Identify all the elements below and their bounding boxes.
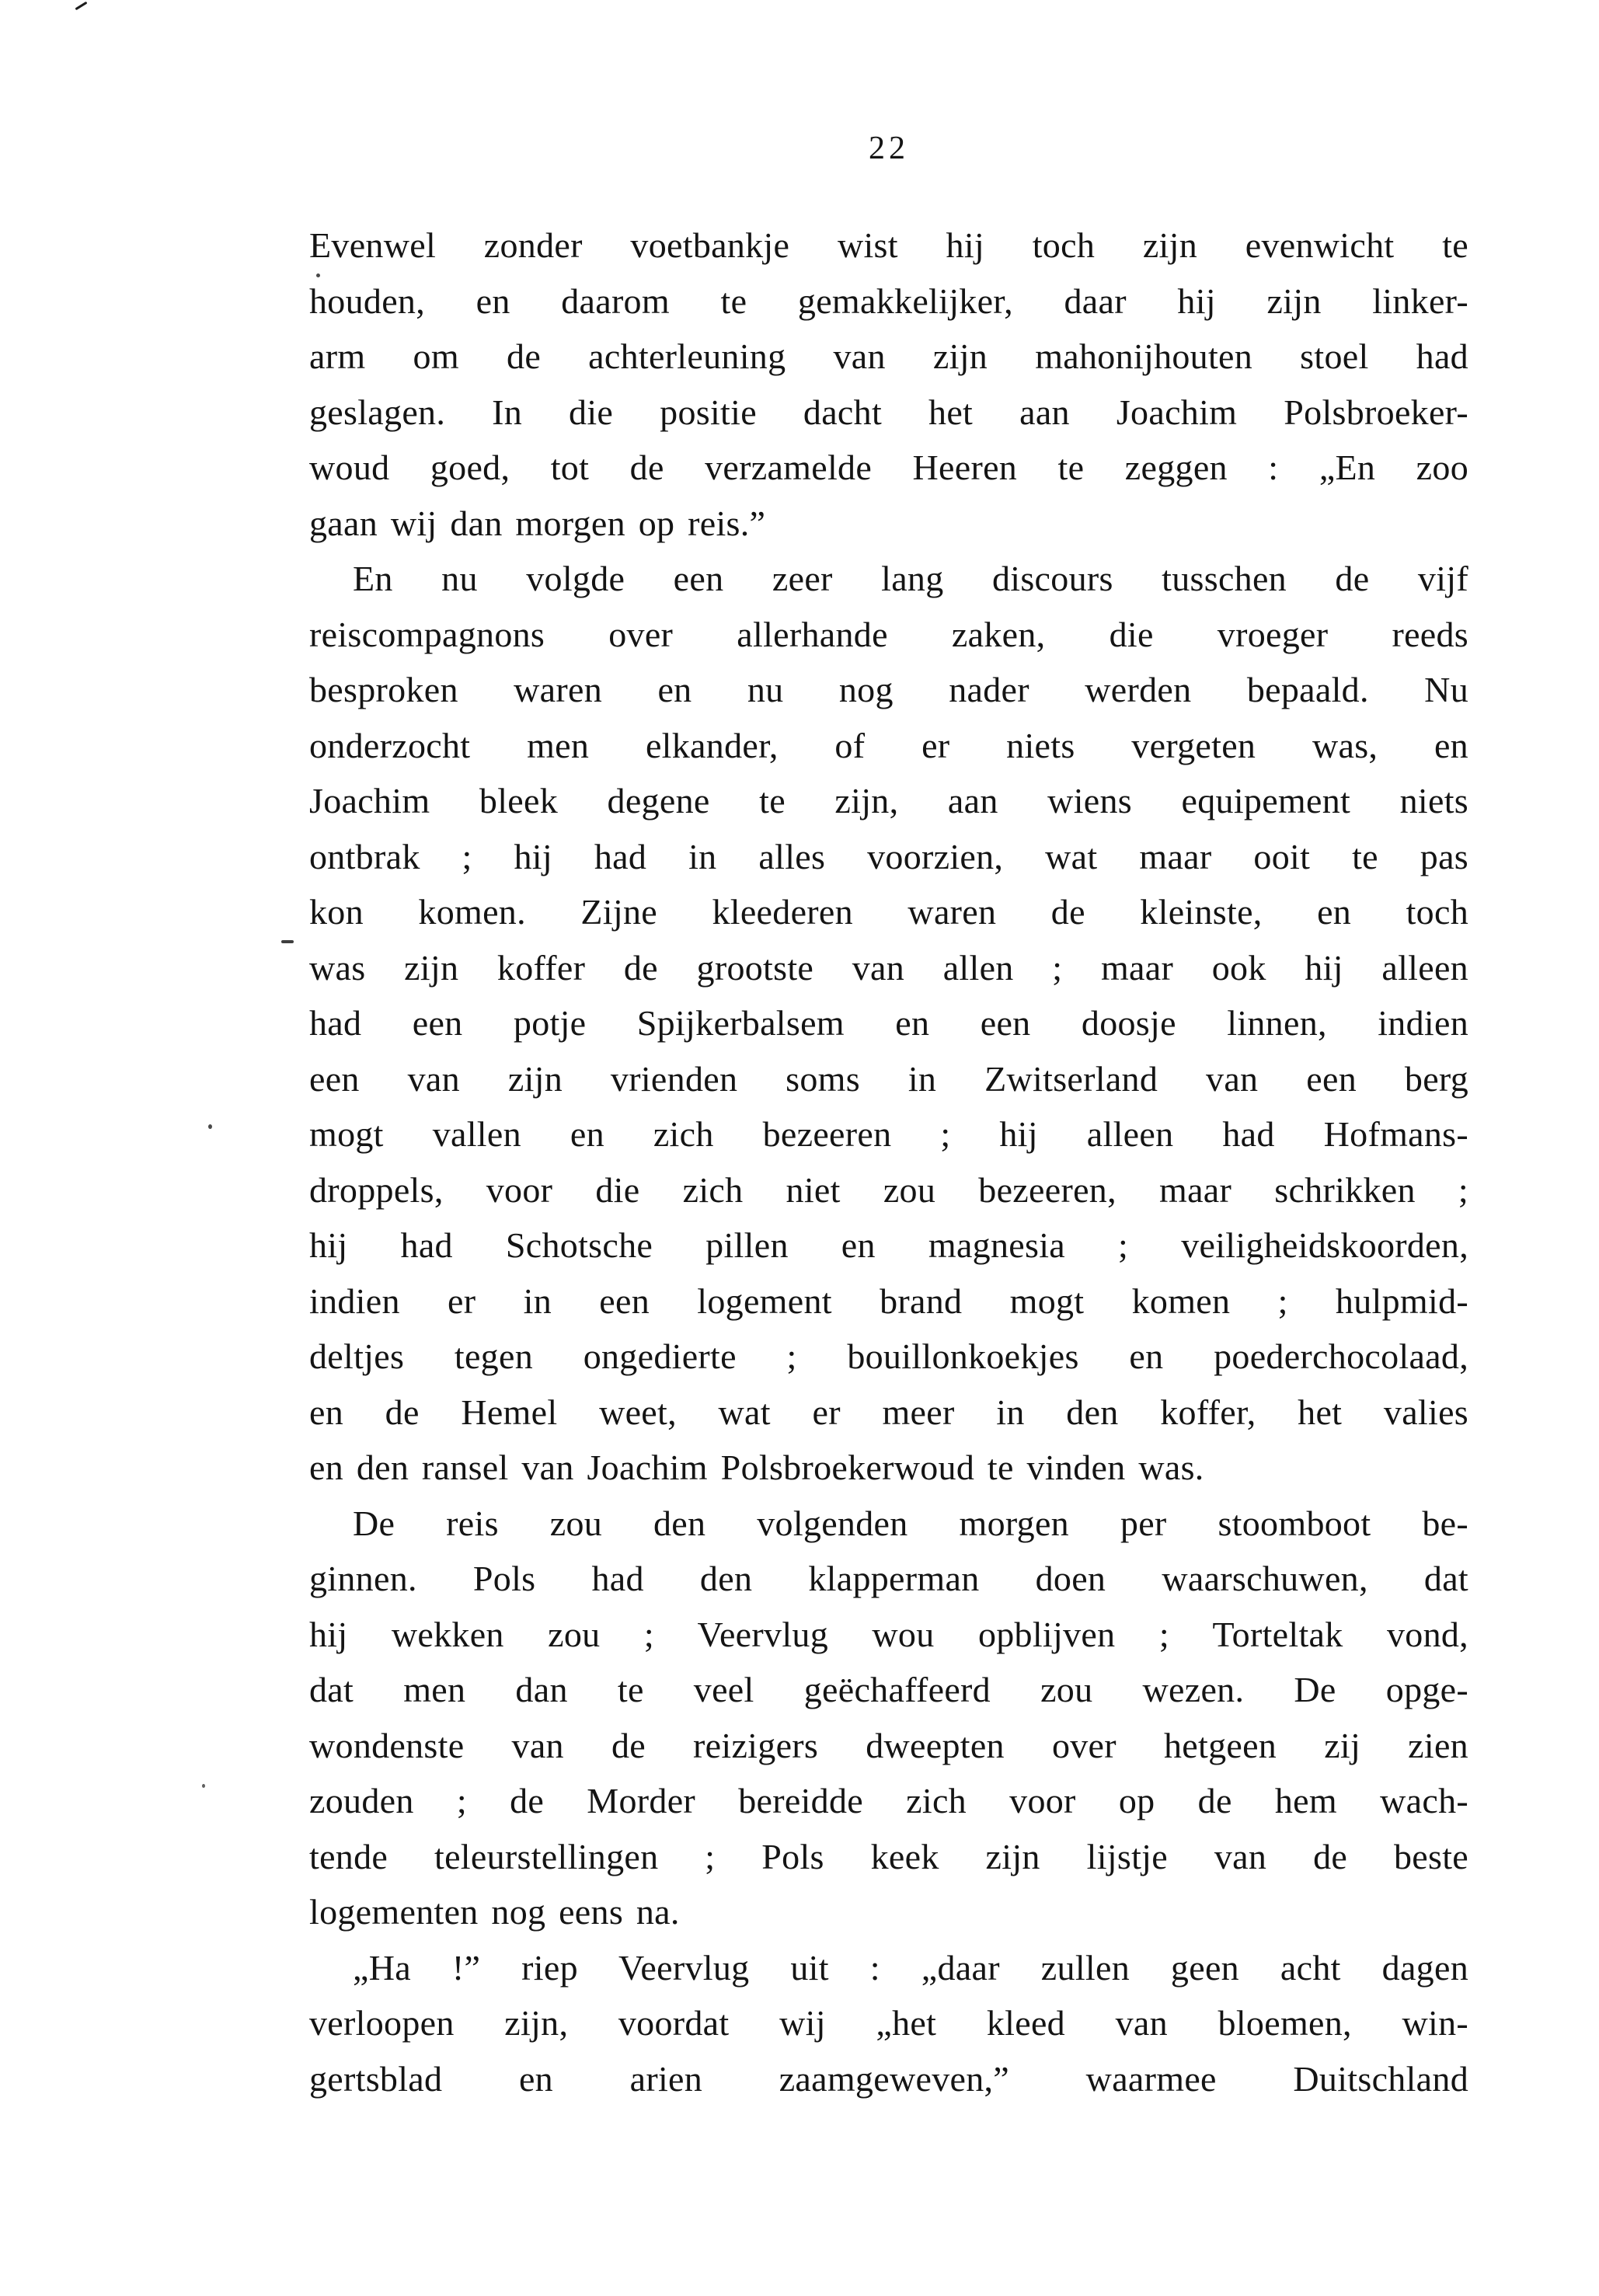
page-number: 22: [869, 131, 909, 166]
text-line: „Ha !” riep Veervlug uit : „daar zullen geen acht dagen: [353, 1947, 1468, 1988]
text-line: En nu volgde een zeer lang discours tusschen de vijf: [353, 559, 1468, 598]
text-line: deltjes tegen ongedierte ; bouillonkoekjes en poederchocolaad,: [309, 1336, 1468, 1376]
scan-speck: [202, 1784, 205, 1788]
text-line: een van zijn vrienden soms in Zwitserland van een berg: [309, 1058, 1468, 1099]
text-line: mogt vallen en zich bezeeren ; hij alleen had Hofmans-: [309, 1114, 1468, 1154]
text-line: hij wekken zou ; Veervlug wou opblijven ; Torteltak vond,: [309, 1614, 1468, 1654]
text-line: was zijn koffer de grootste van allen ; maar ook hij alleen: [309, 947, 1468, 988]
text-line: had een potje Spijkerbalsem en een doosje linnen, indien: [309, 1003, 1468, 1043]
text-line: en de Hemel weet, wat er meer in den koffer, het valies: [309, 1392, 1468, 1432]
text-line: verloopen zijn, voordat wij „het kleed van bloemen, win-: [309, 2003, 1468, 2043]
text-line: besproken waren en nu nog nader werden bepaald. Nu: [309, 670, 1468, 709]
text-line: logementen nog eens na.: [309, 1892, 680, 1932]
text-line: Evenwel zonder voetbankje wist hij toch zijn evenwicht te: [309, 225, 1468, 265]
text-line: gertsblad en arien zaamgeweven,” waarmee Duitschland: [309, 2058, 1468, 2099]
text-line: Joachim bleek degene te zijn, aan wiens equipement niets: [309, 781, 1468, 820]
text-line: droppels, voor die zich niet zou bezeeren, maar schrikken ;: [309, 1169, 1468, 1210]
scan-speck: [208, 1124, 212, 1129]
text-line: arm om de achterleuning van zijn mahonijhouten stoel had: [309, 336, 1468, 376]
text-line: dat men dan te veel geëchaffeerd zou wezen. De opge-: [309, 1670, 1468, 1709]
text-line: en den ransel van Joachim Polsbroekerwoud te vinden was.: [309, 1448, 1204, 1487]
text-line: gaan wij dan morgen op reis.”: [309, 503, 766, 543]
text-line: zouden ; de Morder bereidde zich voor op de hem wach-: [309, 1781, 1468, 1820]
text-line: kon komen. Zijne kleederen waren de kleinste, en toch: [309, 892, 1468, 932]
text-line: onderzocht men elkander, of er niets vergeten was, en: [309, 725, 1468, 765]
text-line: indien er in een logement brand mogt komen ; hulpmid-: [309, 1280, 1468, 1321]
text-line: geslagen. In die positie dacht het aan Joachim Polsbroeker-: [309, 392, 1468, 432]
text-block: [309, 218, 1468, 2106]
text-line: woud goed, tot de verzamelde Heeren te zeggen : „En zoo: [309, 448, 1468, 487]
text-line: De reis zou den volgenden morgen per stoomboot be-: [353, 1503, 1468, 1543]
text-line: wondenste van de reizigers dweepten over hetgeen zij zien: [309, 1725, 1468, 1765]
text-line: hij had Schotsche pillen en magnesia ; veiligheidskoorden,: [309, 1225, 1468, 1265]
text-line: reiscompagnons over allerhande zaken, die vroeger reeds: [309, 614, 1468, 654]
text-line: ginnen. Pols had den klapperman doen waarschuwen, dat: [309, 1559, 1468, 1598]
text-line: tende teleurstellingen ; Pols keek zijn lijstje van de beste: [309, 1836, 1468, 1876]
scan-speck: [281, 940, 294, 943]
scan-speck: [75, 2, 87, 11]
text-line: houden, en daarom te gemakkelijker, daar hij zijn linker-: [309, 280, 1468, 321]
text-line: ontbrak ; hij had in alles voorzien, wat maar ooit te pas: [309, 836, 1468, 876]
